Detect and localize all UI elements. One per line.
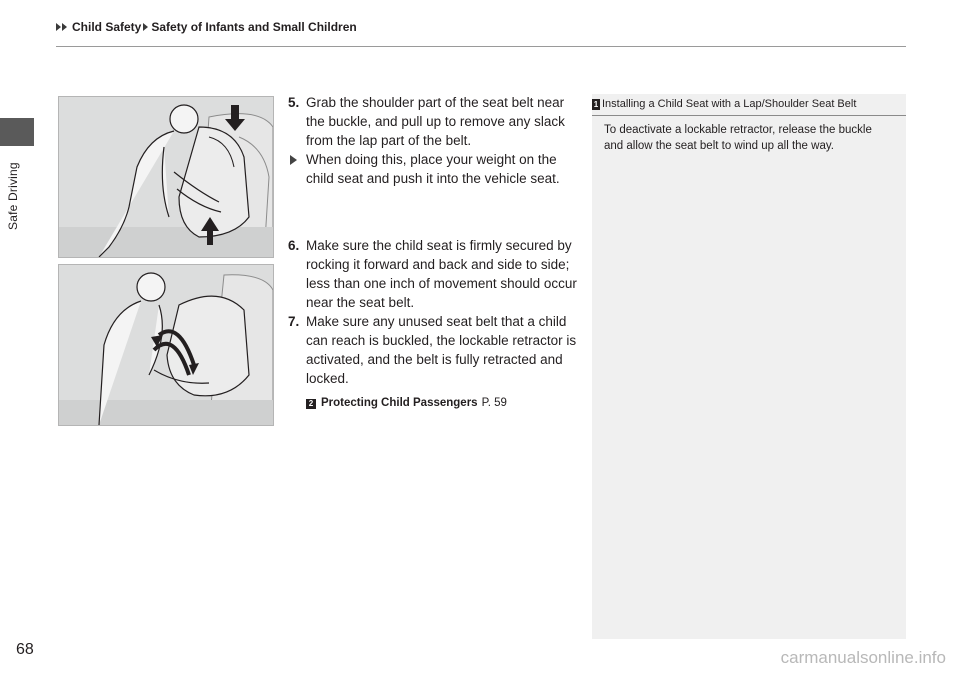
- step-6: [288, 236, 580, 312]
- page-number: 68: [16, 641, 34, 658]
- chevron-right-icon: [62, 23, 67, 31]
- illustration-rock-child-seat: [58, 264, 274, 426]
- section-tab-marker: [0, 118, 34, 146]
- breadcrumb-item-current[interactable]: Safety of Infants and Small Children: [151, 20, 357, 34]
- illustration-pull-seat-belt: [58, 96, 274, 258]
- xref-title[interactable]: Protecting Child Passengers: [321, 397, 478, 409]
- chevron-right-icon: [143, 23, 148, 31]
- breadcrumb-separator: [56, 23, 68, 31]
- instruction-steps: [288, 93, 580, 413]
- xref-page: P. 59: [481, 397, 507, 409]
- chevron-right-icon: [56, 23, 61, 31]
- section-side-label: Safe Driving: [6, 162, 20, 230]
- cross-reference-link[interactable]: [288, 394, 580, 413]
- step-text: Grab the shoulder part of the seat belt near the buckle, and pull up to remove any slack from the lap part of the belt.: [306, 95, 565, 148]
- note-marker-icon: 1: [593, 99, 599, 109]
- note-text: When doing this, place your weight on the child seat and push it into the vehicle seat.: [306, 152, 560, 186]
- illustration-pull-seat-belt-drawing: [59, 97, 273, 257]
- step-7: [288, 312, 580, 388]
- sidebar-body: To deactivate a lockable retractor, release the buckle and allow the seat belt to wind up all the way.: [604, 124, 872, 152]
- step-number: 6.: [288, 238, 300, 253]
- step-number: 7.: [288, 314, 300, 329]
- step-5: [288, 93, 580, 150]
- header-divider: [56, 46, 906, 47]
- sidebar-heading: [592, 94, 906, 110]
- triangle-right-icon: [290, 155, 297, 165]
- breadcrumb: [56, 20, 359, 34]
- reference-icon: 2: [306, 399, 316, 409]
- sidebar-heading-text: Installing a Child Seat with a Lap/Shoulder Seat Belt: [602, 98, 857, 110]
- step-text: Make sure the child seat is firmly secured by rocking it forward and back and side to side; less than one inch of movement should occur near the seat belt.: [306, 238, 577, 310]
- sidebar-note: [592, 94, 906, 639]
- step-number: 5.: [288, 95, 300, 110]
- breadcrumb-item-child-safety[interactable]: Child Safety: [72, 20, 142, 34]
- illustration-rock-child-seat-drawing: [59, 265, 273, 425]
- watermark: carmanualsonline.info: [780, 648, 946, 667]
- step-text: Make sure any unused seat belt that a child can reach is buckled, the lockable retractor is activated, and the belt is fully retracted and locked.: [306, 314, 577, 386]
- step-5-note: [288, 150, 580, 188]
